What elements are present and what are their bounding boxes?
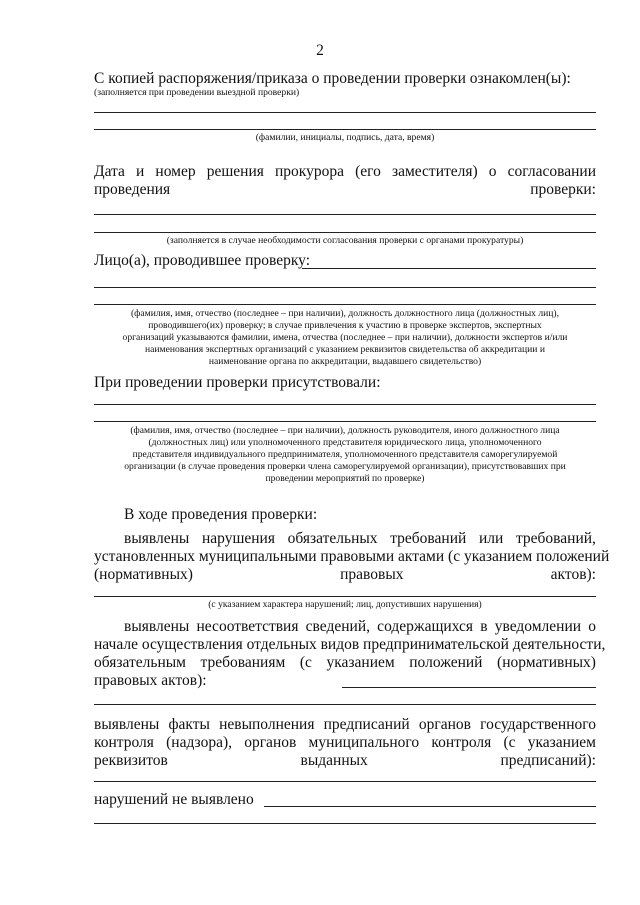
word: реквизитов	[94, 752, 168, 769]
during-heading: В ходе проведения проверки:	[124, 506, 318, 523]
violations-line-2: установленных муниципальными правовыми актами (с указанием положений	[94, 548, 610, 565]
violations-line[interactable]	[94, 596, 596, 597]
inspector-label: Лицо(а), проводившее проверку:	[94, 252, 311, 269]
word: или	[478, 530, 504, 547]
word: органов	[244, 734, 297, 751]
inspector-caption-line: наименования экспертных организаций с указанием реквизитов свидетельства об аккредитации и	[145, 344, 545, 355]
word: указанием	[326, 654, 395, 671]
mismatch-line-2: начале осуществления отдельных видов предпринимательской деятельности,	[94, 636, 606, 653]
mismatch-line-4: правовых актов):	[94, 672, 207, 689]
no-violations-line-inline[interactable]	[264, 806, 596, 807]
orders-line-2	[94, 734, 596, 752]
word: требованиям	[200, 654, 286, 671]
mismatch-line-inline[interactable]	[342, 687, 596, 688]
word: (нормативных)	[497, 654, 596, 671]
present-line-2[interactable]	[94, 421, 596, 422]
copy-ack-caption: (фамилии, инициалы, подпись, дата, время)	[255, 132, 435, 143]
prosecutor-caption: (заполняется в случае необходимости согласования проверки с органами прокуратуры)	[166, 235, 524, 246]
word: (надзора),	[166, 734, 232, 751]
violations-caption: (с указанием характера нарушений; лиц, допустивших нарушения)	[208, 599, 482, 610]
word: предписаний):	[500, 752, 596, 769]
word: обязательных	[287, 530, 378, 547]
word: требований,	[515, 530, 596, 547]
orders-line-3	[94, 752, 596, 770]
word: (нормативных)	[94, 566, 193, 583]
prosecutor-line-b[interactable]	[94, 232, 596, 233]
mismatch-line-1: выявлены несоответствия сведений, содержащихся в уведомлении о	[124, 618, 596, 635]
word: нарушения	[201, 530, 275, 547]
inspector-caption-line: организаций указываются фамилии, имена, отчества (последнее – при наличии), должности экспертов и/или	[122, 332, 568, 343]
inspector-caption-line: проводившего(их) проверку; в случае привлечения к участию в проверке экспертов, экспертных	[148, 320, 542, 331]
present-label: При проведении проверки присутствовали:	[94, 374, 381, 391]
word: (с	[299, 654, 312, 671]
prosecutor-line-2-right: проверки:	[530, 181, 596, 198]
word: (с	[503, 734, 516, 751]
word: обязательным	[94, 654, 186, 671]
word: правовых	[340, 566, 404, 583]
word: выданных	[300, 752, 368, 769]
copy-ack-note: (заполняется при проведении выездной проверки)	[94, 87, 300, 98]
word: положений	[409, 654, 483, 671]
inspector-line-2[interactable]	[94, 304, 596, 305]
word: контроля	[94, 734, 154, 751]
inspector-caption-line: (фамилия, имя, отчество (последнее – при наличии), должность должностного лица (должностных лиц),	[130, 308, 560, 319]
copy-ack-line-2[interactable]	[94, 129, 596, 130]
word: актов):	[550, 566, 596, 583]
copy-ack-line-1[interactable]	[94, 112, 596, 113]
present-caption-line: (должностных лиц) или уполномоченного представителя юридического лица, уполномоченного	[148, 437, 542, 448]
prosecutor-line-2	[94, 181, 596, 199]
violations-line-3	[94, 566, 596, 584]
inspector-caption	[94, 308, 596, 368]
prosecutor-line-2-left: проведения	[94, 181, 171, 198]
inspector-line-0[interactable]	[302, 268, 596, 269]
present-caption-line: проведении мероприятий по проверке)	[265, 473, 425, 484]
present-caption-line: (фамилия, имя, отчество (последнее – при наличии), должность руководителя, иного должностного лица	[130, 425, 560, 436]
word: выявлены	[124, 530, 190, 547]
orders-line-1: выявлены факты невыполнения предписаний органов государственного	[94, 716, 596, 733]
word: муниципального	[308, 734, 420, 751]
word: требований	[390, 530, 467, 547]
inspector-line-1[interactable]	[94, 287, 596, 288]
word: контроля	[431, 734, 492, 751]
no-violations-line[interactable]	[94, 823, 596, 824]
orders-line[interactable]	[94, 781, 596, 782]
mismatch-line-3	[94, 654, 596, 672]
present-caption-line: организации (в случае проведения проверки члена саморегулируемой организации), присутствовавших при	[124, 461, 566, 472]
inspector-caption-line: наименование органа по аккредитации, выдавшего свидетельство)	[208, 356, 482, 367]
copy-ack-title	[94, 70, 596, 88]
present-caption-line: представителя индивидуального предпринимателя, уполномоченного представителя саморегулируемой	[132, 449, 558, 460]
copy-ack-title-text: С копией распоряжения/приказа о проведении проверки ознакомлен(ы):	[94, 70, 571, 87]
no-violations-label: нарушений не выявлено	[94, 791, 254, 808]
present-caption	[94, 425, 596, 485]
prosecutor-line-a[interactable]	[94, 214, 596, 215]
mismatch-line[interactable]	[94, 704, 596, 705]
prosecutor-line-1: Дата и номер решения прокурора (его заместителя) о согласовании	[94, 163, 596, 180]
page-number: 2	[316, 42, 324, 59]
present-line-1[interactable]	[94, 404, 596, 405]
word: указанием	[527, 734, 596, 751]
violations-line-1	[124, 530, 596, 548]
